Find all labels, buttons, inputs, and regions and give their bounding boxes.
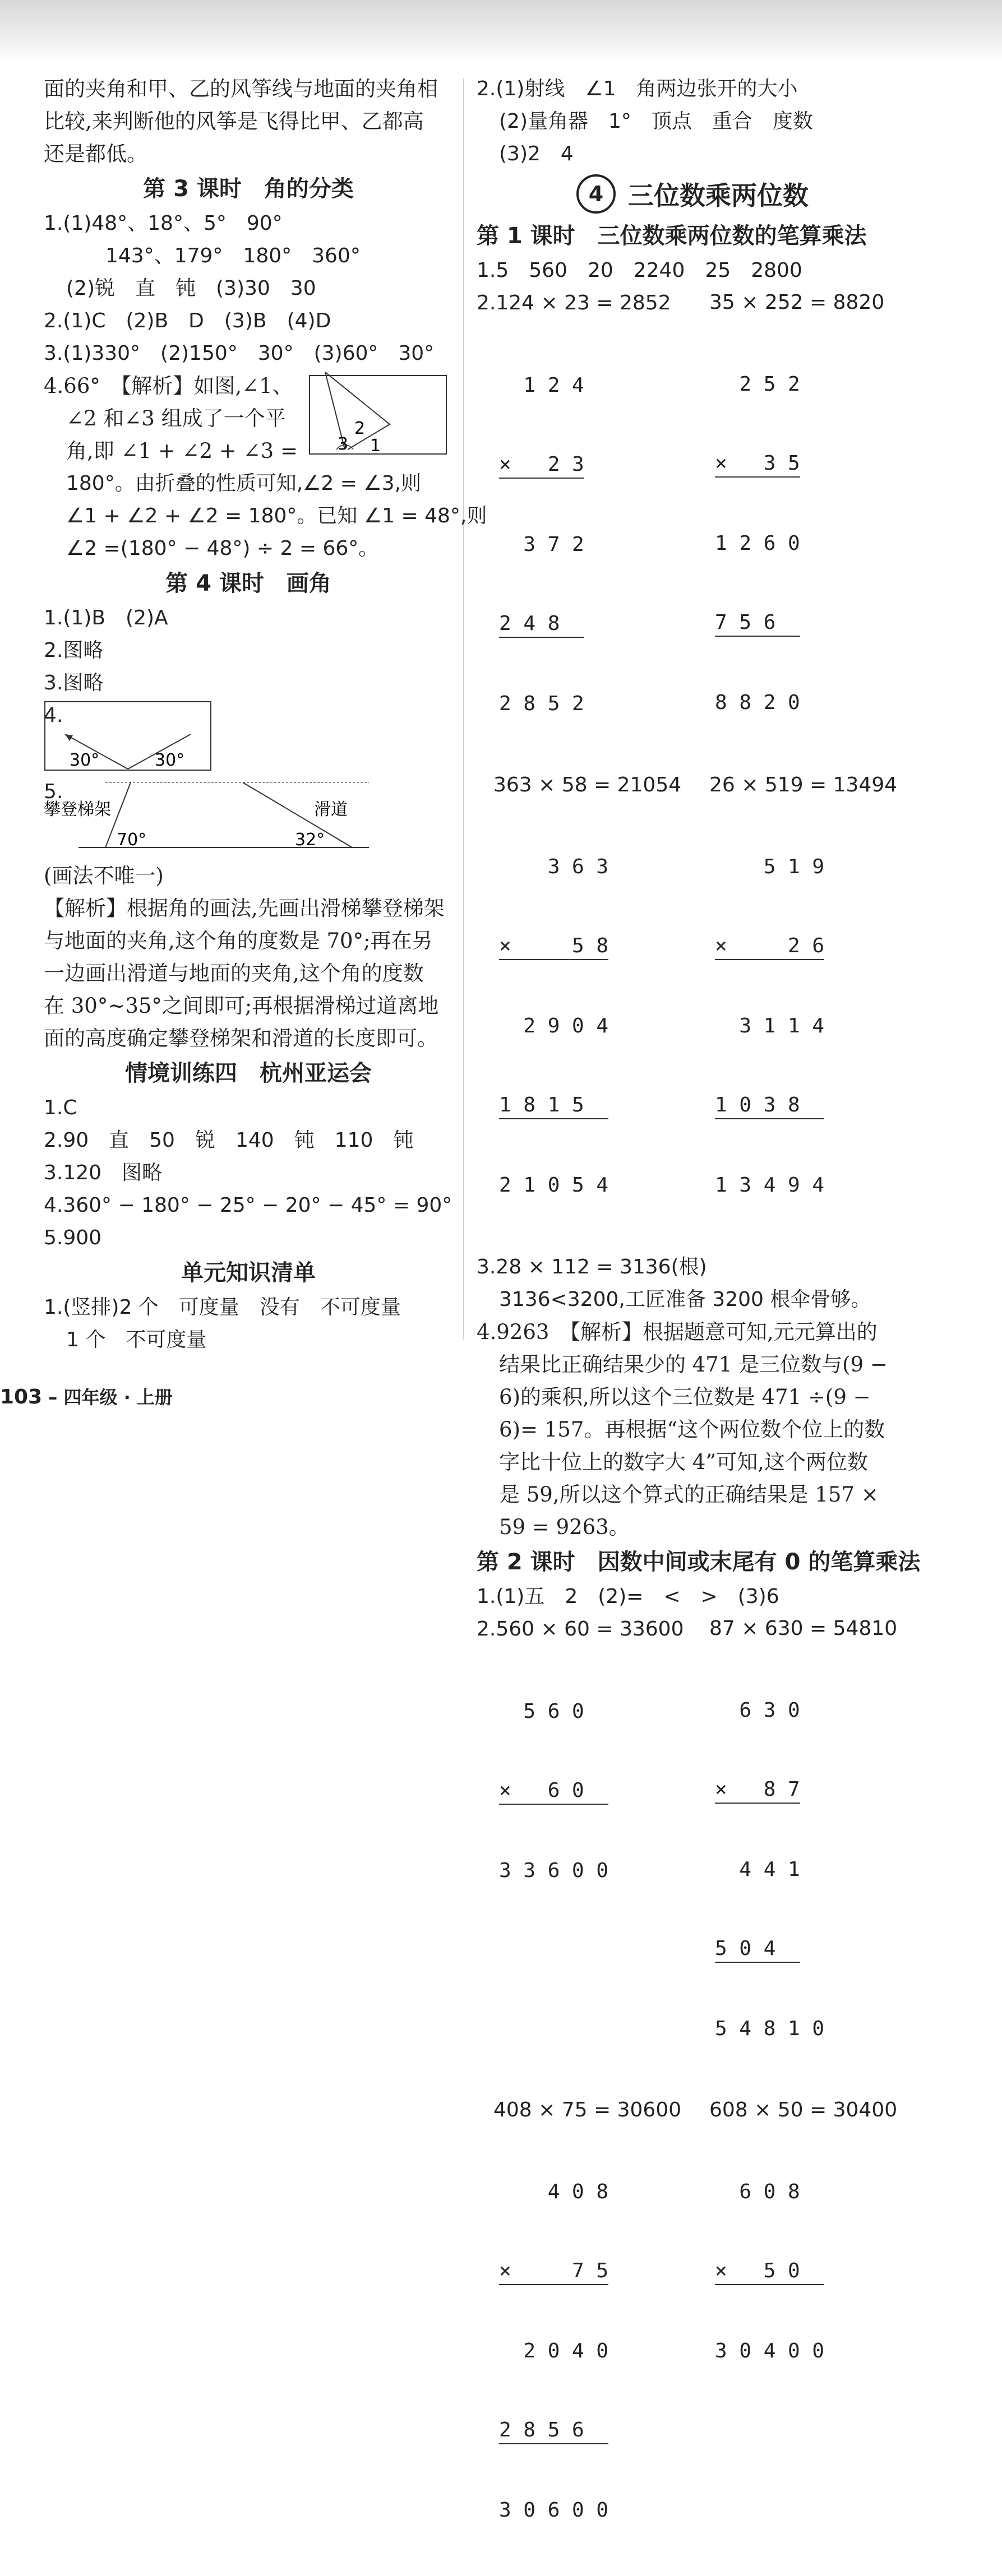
lesson3-q1b: 143°、179° 180° 360° [105, 244, 361, 267]
page-footer [0, 1383, 173, 1409]
r-lesson1-q4-6: 是 59,所以这个算式的正确结果是 157 × [499, 1482, 879, 1507]
fig-label-1: 1 [370, 436, 381, 455]
calc-line: 2 0 4 0 [499, 2339, 609, 2362]
calc-line: 1 0 3 8 [715, 1092, 824, 1119]
lesson4-q3: 3.图略 [44, 671, 104, 694]
right-column [477, 73, 921, 2576]
calc-line: 2 5 2 [715, 373, 800, 396]
calc-line: 4 4 1 [715, 1858, 800, 1881]
lesson4-title: 第 4 课时 画角 [165, 571, 331, 596]
lesson4-q4-num: 4. [44, 704, 63, 727]
calc-row-2 [477, 770, 908, 1251]
calc-408x75 [499, 2126, 692, 2576]
left-column [44, 73, 487, 1356]
lesson4-q2: 2.图略 [44, 639, 104, 662]
r-lesson1-title: 第 1 课时 三位数乘两位数的笔算乘法 [477, 223, 867, 249]
ladder-label: 攀登梯架 [44, 800, 111, 819]
calc-line: × 8 7 [715, 1776, 800, 1804]
right-top-1: 2.(1)射线 ∠1 角两边张开的大小 [477, 77, 798, 100]
r-lesson1-q3b: 3136<3200,工匠准备 3200 根伞骨够。 [499, 1288, 871, 1311]
lesson3-q1a: 1.(1)48°、18°、5° 90° [44, 212, 283, 235]
calc-line: × 2 3 [499, 451, 584, 479]
lesson4-q5-num: 5. [44, 780, 63, 803]
angle-70: 70° [117, 830, 147, 850]
unit-title: 单元知识清单 [181, 1260, 316, 1286]
lesson4-analysis-5: 面的高度确定攀登梯架和滑道的长度即可。 [44, 1026, 438, 1050]
r-lesson2-q1: 1.(1)五 2 (2)= < > (3)6 [477, 1585, 779, 1608]
calc-line: 6 0 8 [715, 2180, 825, 2203]
calc-124x23 [499, 319, 692, 770]
scenario-q2: 2.90 直 50 锐 140 钝 110 钝 [44, 1129, 414, 1152]
angle-label-right: 30° [155, 750, 185, 770]
r-lesson1-q4-7: 59 = 9263。 [499, 1515, 630, 1539]
calc-line: 5 6 0 [499, 1700, 609, 1723]
lesson4-analysis-4: 在 30°~35°之间即可;再根据滑梯过道离地 [44, 994, 439, 1018]
calc-line: 2 8 5 6 [499, 2417, 608, 2444]
lesson4-q4-block [44, 699, 453, 776]
calc-560x60 [499, 1646, 692, 1936]
calc-line: 5 1 9 [715, 855, 825, 878]
calc-line: × 5 0 [715, 2258, 824, 2285]
reflection-angle-figure [44, 699, 223, 773]
scenario-q4: 4.360° − 180° − 25° − 20° − 45° = 90° [44, 1194, 452, 1217]
footer-dash: – [48, 1387, 58, 1408]
lesson4-analysis-3: 一边画出滑道与地面的夹角,这个角的度数 [44, 961, 424, 985]
lesson3-q4-rest3: ∠2 =(180° − 48°) ÷ 2 = 66°。 [66, 537, 379, 560]
eq-560x60: 2.560 × 60 = 33600 [477, 1618, 684, 1641]
intro-line-3: 还是都低。 [44, 142, 147, 166]
fig-label-2: 2 [354, 419, 366, 438]
r-lesson1-q4-3: 6)的乘积,所以这个三位数是 471 ÷(9 − [499, 1385, 871, 1409]
calc-line: 3 1 1 4 [715, 1014, 825, 1037]
eq-608x50: 608 × 50 = 30400 [709, 2098, 898, 2121]
lesson4-analysis-2: 与地面的夹角,这个角的度数是 70°;再在另 [44, 929, 433, 953]
chapter-number: 4 [576, 174, 616, 214]
right-top-3: (3)2 4 [499, 142, 574, 165]
lesson3-q4-line1: 4.66° 【解析】如图,∠1、 [44, 374, 293, 398]
top-shadow-band [0, 0, 1002, 62]
lesson4-q1: 1.(1)B (2)A [44, 606, 168, 629]
right-top-2: (2)量角器 1° 顶点 重合 度数 [499, 110, 813, 133]
lesson3-q4-line3: 角,即 ∠1 + ∠2 + ∠3 = [66, 439, 298, 463]
calc-line: 8 8 2 0 [715, 691, 800, 714]
calc-363x58 [499, 801, 692, 1251]
eq-124x23: 2.124 × 23 = 2852 [477, 291, 671, 314]
calc-line: 1 8 1 5 [499, 1092, 608, 1119]
r-lesson1-q4-5: 字比十位上的数字大 4”可知,这个两位数 [499, 1450, 868, 1474]
calc-line: 2 4 8 [499, 610, 584, 638]
calc-26x519 [715, 801, 908, 1251]
r-lesson1-q4-2: 结果比正确结果少的 471 是三位数与(9 − [499, 1352, 888, 1377]
scenario-q1: 1.C [44, 1096, 77, 1119]
calc-line: 5 0 4 [715, 1935, 800, 1963]
scenario-q3: 3.120 图略 [44, 1161, 163, 1184]
lesson3-q4-block [44, 370, 453, 467]
calc-line: 5 4 8 1 0 [715, 2017, 825, 2040]
lesson4-analysis-1: 【解析】根据角的画法,先画出滑梯攀登梯架 [44, 896, 445, 920]
eq-363x58: 363 × 58 = 21054 [493, 773, 682, 796]
unit-q1a: 1.(竖排)2 个 可度量 没有 不可度量 [44, 1296, 401, 1319]
scenario-q5: 5.900 [44, 1226, 102, 1249]
calc-line: 3 7 2 [499, 533, 584, 556]
calc-line: 2 1 0 5 4 [499, 1174, 609, 1197]
lesson4-q5-block [44, 776, 453, 860]
lesson3-q2: 2.(1)C (2)B D (3)B (4)D [44, 309, 331, 332]
calc-line: 3 0 6 0 0 [499, 2499, 609, 2522]
calc-line: 1 2 4 [499, 374, 584, 397]
calc-line: 3 3 6 0 0 [499, 1859, 609, 1882]
r-lesson1-q4-4: 6)= 157。再根据“这个两位数个位上的数 [499, 1417, 885, 1442]
r-lesson1-q4-1: 4.9263 【解析】根据题意可知,元元算出的 [477, 1320, 878, 1344]
lesson3-q4-rest2: ∠1 + ∠2 + ∠2 = 180°。已知 ∠1 = 48°,则 [66, 504, 487, 527]
chapter-heading [477, 170, 908, 217]
lesson3-q4-rest1: 180°。由折叠的性质可知,∠2 = ∠3,则 [66, 472, 422, 495]
calc-line: 4 0 8 [499, 2180, 609, 2203]
eq-408x75: 408 × 75 = 30600 [493, 2098, 682, 2121]
r-lesson1-q3a: 3.28 × 112 = 3136(根) [477, 1255, 707, 1278]
calc-line: 6 3 0 [715, 1699, 800, 1722]
r-lesson2-title: 第 2 课时 因数中间或末尾有 0 的笔算乘法 [477, 1549, 921, 1575]
column-divider [463, 78, 464, 1340]
calc-35x252 [715, 318, 908, 768]
slide-figure [44, 776, 380, 859]
calc-608x50 [715, 2126, 908, 2417]
calc-line: 1 2 6 0 [715, 532, 800, 555]
calc-line: 2 9 0 4 [499, 1014, 609, 1037]
fig-label-3: 3 [338, 434, 349, 454]
grade-label: 四年级 · 上册 [63, 1387, 173, 1408]
calc-line: 3 0 4 0 0 [715, 2339, 825, 2362]
chapter-title: 三位数乘两位数 [628, 180, 809, 211]
unit-q1b: 1 个 不可度量 [66, 1328, 207, 1351]
calc-row-3 [477, 1613, 908, 2095]
calc-line: × 6 0 [499, 1777, 608, 1805]
eq-87x630: 87 × 630 = 54810 [709, 1617, 898, 1640]
calc-line: 3 6 3 [499, 855, 609, 878]
slide-label: 滑道 [314, 800, 348, 819]
lesson3-q3: 3.(1)330° (2)150° 30° (3)60° 30° [44, 342, 435, 365]
eq-35x252: 35 × 252 = 8820 [709, 291, 885, 314]
calc-line: 1 3 4 9 4 [715, 1174, 825, 1197]
calc-line: × 7 5 [499, 2258, 608, 2285]
page-number: 103 [0, 1386, 43, 1409]
calc-line: × 5 8 [499, 933, 608, 960]
intro-line-1: 面的夹角和甲、乙的风筝线与地面的夹角相 [44, 77, 438, 101]
lesson4-q5-note: (画法不唯一) [44, 864, 164, 888]
calc-row-4 [477, 2095, 908, 2576]
r-lesson1-q1: 1.5 560 20 2240 25 2800 [477, 259, 802, 282]
calc-row-1 [477, 287, 908, 770]
lesson3-title: 第 3 课时 角的分类 [143, 176, 354, 202]
lesson3-q1c: (2)锐 直 钝 (3)30 30 [66, 277, 316, 300]
calc-line: 7 5 6 [715, 609, 800, 637]
calc-line: × 2 6 [715, 933, 824, 960]
intro-line-2: 比较,来判断他的风筝是飞得比甲、乙都高 [44, 109, 424, 133]
angle-32: 32° [295, 830, 325, 850]
calc-line: 2 8 5 2 [499, 692, 584, 715]
calc-87x630 [715, 1644, 908, 2095]
angle-label-left: 30° [70, 750, 100, 770]
fold-angle-figure [308, 371, 449, 455]
eq-26x519: 26 × 519 = 13494 [709, 773, 898, 796]
calc-line: × 3 5 [715, 450, 800, 478]
scenario-title: 情境训练四 杭州亚运会 [125, 1060, 372, 1086]
lesson3-q4-line2: ∠2 和∠3 组成了一个平 [66, 406, 286, 430]
